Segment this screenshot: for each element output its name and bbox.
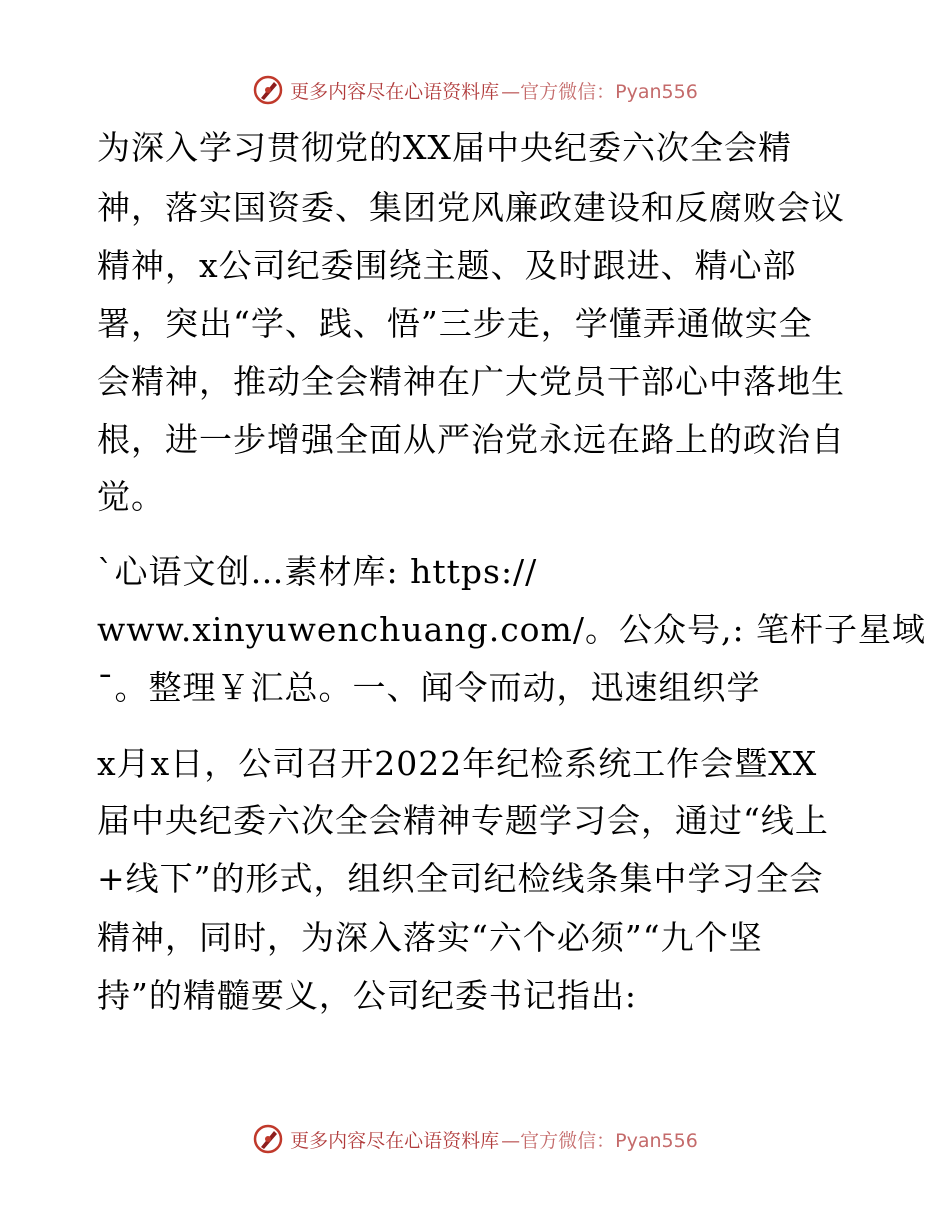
watermark-main-text: 更多内容尽在心语资料库 [290, 80, 500, 103]
body-line: 根，进一步增强全面从严治党永远在路上的政治自 [97, 420, 845, 459]
watermark-contact-text: —官方微信：Pyan556 [501, 80, 698, 103]
watermark-contact-text: —官方微信：Pyan556 [501, 1129, 698, 1152]
body-line: www.xinyuwenchuang.com/。公众号,: 笔杆子星域 [97, 610, 927, 649]
body-line: 会精神，推动全会精神在广大党员干部心中落地生 [97, 362, 845, 401]
footer-watermark [0, 1119, 950, 1159]
body-line: +线下”的形式，组织全司纪检线条集中学习全会 [97, 859, 824, 898]
body-line: 觉。 [97, 477, 165, 516]
body-line: 神，落实国资委、集团党风廉政建设和反腐败会议 [97, 188, 845, 227]
body-line: 届中央纪委六次全会精神专题学习会，通过“线上 [97, 801, 829, 840]
pen-logo-icon [252, 1123, 284, 1155]
body-line: 精神，x公司纪委围绕主题、及时跟进、精心部 [97, 246, 797, 285]
body-line: x月x日，公司召开2022年纪检系统工作会暨XX [97, 744, 818, 783]
body-line: `心语文创…素材库: https:// [97, 552, 538, 591]
body-line: 为深入学习贯彻党的XX届中央纪委六次全会精 [97, 128, 792, 167]
pen-logo-icon [252, 74, 284, 106]
header-watermark [0, 70, 950, 110]
body-line: 持”的精髓要义，公司纪委书记指出: [97, 976, 637, 1015]
body-line: 精神，同时，为深入落实“六个必须”“九个坚 [97, 918, 763, 957]
watermark-main-text: 更多内容尽在心语资料库 [290, 1129, 500, 1152]
body-line: ¯。整理￥汇总。一、闻令而动，迅速组织学 [97, 668, 761, 707]
body-line: 署，突出“学、践、悟”三步走，学懂弄通做实全 [97, 304, 813, 343]
